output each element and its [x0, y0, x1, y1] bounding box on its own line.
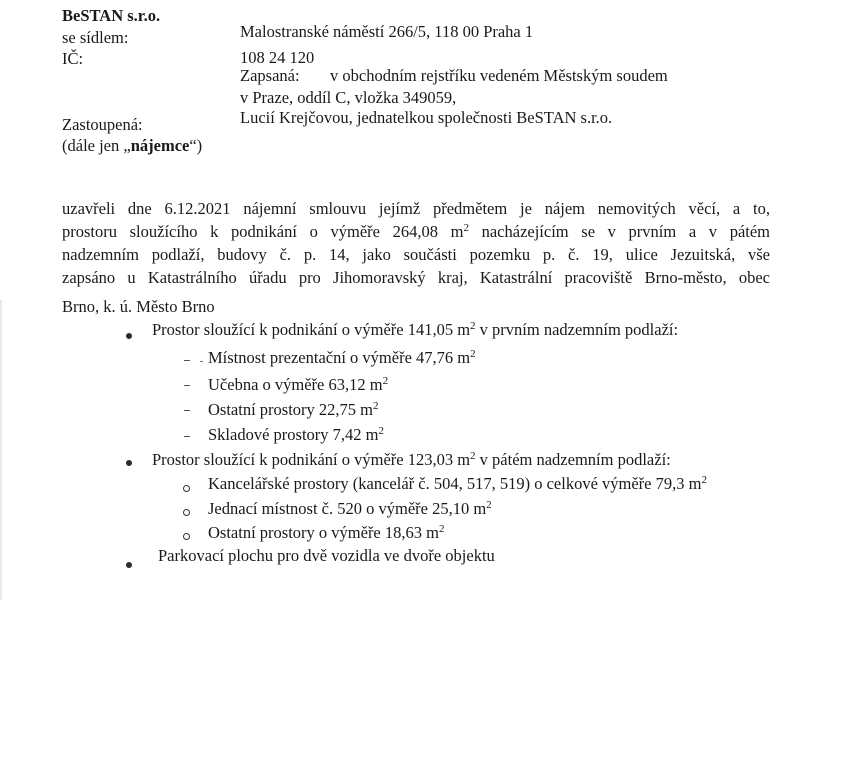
bullet-icon: [126, 562, 132, 568]
registered-value-1: v obchodním rejstříku vedeném Městským soudem: [330, 66, 668, 85]
superscript: 2: [701, 474, 707, 486]
scan-edge: [0, 300, 2, 600]
circle-bullet-icon: [183, 533, 190, 540]
ic-value: 108 24 120: [240, 48, 315, 67]
area-total: prostoru sloužícího k podnikání o výměře 264,08 m: [62, 222, 464, 241]
sub-text: Ostatní prostory 22,75 m: [208, 400, 373, 419]
representative-value: Lucií Krejčovou, jednatelkou společnosti BeSTAN s.r.o.: [240, 108, 613, 127]
floor1-sub-3: [208, 402, 379, 419]
bullet-icon: [126, 460, 132, 466]
floor5-item: [152, 452, 671, 469]
body-line-4: zapsáno u Katastrálního úřadu pro Jihomoravský kraj, Katastrální pracoviště Brno-město, obec: [62, 268, 770, 287]
superscript: 2: [438, 523, 445, 535]
tenant-alias: [62, 138, 202, 155]
sub-text: Učebna o výměře 63,12 m: [208, 375, 383, 394]
circle-bullet-icon: [183, 485, 190, 492]
parking-item: Parkovací plochu pro dvě vozidla ve dvoře objektu: [158, 546, 495, 565]
body-line-2-rest: nacházejícím se v prvním a v pátém: [468, 222, 771, 241]
floor1-sub-4: [208, 427, 384, 444]
sub-text: Skladové prostory 7,42 m: [208, 425, 379, 444]
superscript: 2: [382, 375, 389, 387]
alias-prefix: (dále jen „: [62, 136, 131, 155]
superscript: 2: [470, 450, 476, 462]
floor5-text: Prostor sloužící k podnikání o výměře 123,03 m: [152, 450, 471, 469]
ic-label: IČ:: [62, 49, 84, 68]
body-line-1: uzavřeli dne 6.12.2021 nájemní smlouvu jejímž předmětem je nájem nemovitých věcí, a to,: [62, 199, 770, 218]
superscript: 2: [373, 400, 379, 412]
body-line-2: [62, 224, 770, 241]
floor1-sub-2: [208, 377, 388, 394]
superscript: 2: [486, 499, 492, 511]
superscript: 2: [470, 320, 476, 332]
floor1-item: [152, 322, 678, 339]
circle-bullet-icon: [183, 509, 190, 516]
superscript: 2: [470, 348, 476, 360]
seat-value: Malostranské náměstí 266/5, 118 00 Praha 1: [240, 22, 534, 41]
sub-text: Místnost prezentační o výměře 47,76 m: [208, 348, 471, 367]
seat-label: se sídlem:: [62, 28, 129, 47]
floor5-sub-1: [208, 476, 707, 493]
floor5-sub-3: [208, 525, 444, 542]
superscript: 2: [378, 425, 384, 437]
body-line-5: Brno, k. ú. Město Brno: [62, 297, 215, 316]
dash-mark-icon: [200, 361, 203, 362]
registered-value-2: v Praze, oddíl C, vložka 349059,: [240, 88, 457, 107]
bullet-icon: [126, 333, 132, 339]
alias-bold: nájemce: [130, 136, 190, 155]
superscript: 2: [463, 222, 469, 234]
dash-icon: [184, 410, 190, 411]
sub-text: Ostatní prostory o výměře 18,63 m: [208, 523, 439, 542]
floor1-text: Prostor sloužící k podnikání o výměře 141,05 m: [152, 320, 471, 339]
dash-icon: [184, 436, 190, 437]
company-name: BeSTAN s.r.o.: [62, 6, 161, 25]
body-line-3: nadzemním podlaží, budovy č. p. 14, jako součásti pozemku p. č. 19, ulice Jezuitská, vše: [62, 245, 770, 264]
sub-text: Kancelářské prostory (kancelář č. 504, 517, 519) o celkové výměře 79,3 m: [208, 474, 702, 493]
floor1-sub-1: [208, 350, 476, 367]
floor5-sub-2: [208, 501, 492, 518]
representative-label: Zastoupená:: [62, 115, 143, 134]
floor1-suffix: v prvním nadzemním podlaží:: [475, 320, 679, 339]
dash-icon: [184, 385, 190, 386]
sub-text: Jednací místnost č. 520 o výměře 25,10 m: [208, 499, 487, 518]
alias-suffix: “): [189, 136, 203, 155]
floor5-suffix: v pátém nadzemním podlaží:: [475, 450, 671, 469]
registered-label: Zapsaná:: [240, 66, 300, 85]
dash-icon: [184, 360, 190, 361]
